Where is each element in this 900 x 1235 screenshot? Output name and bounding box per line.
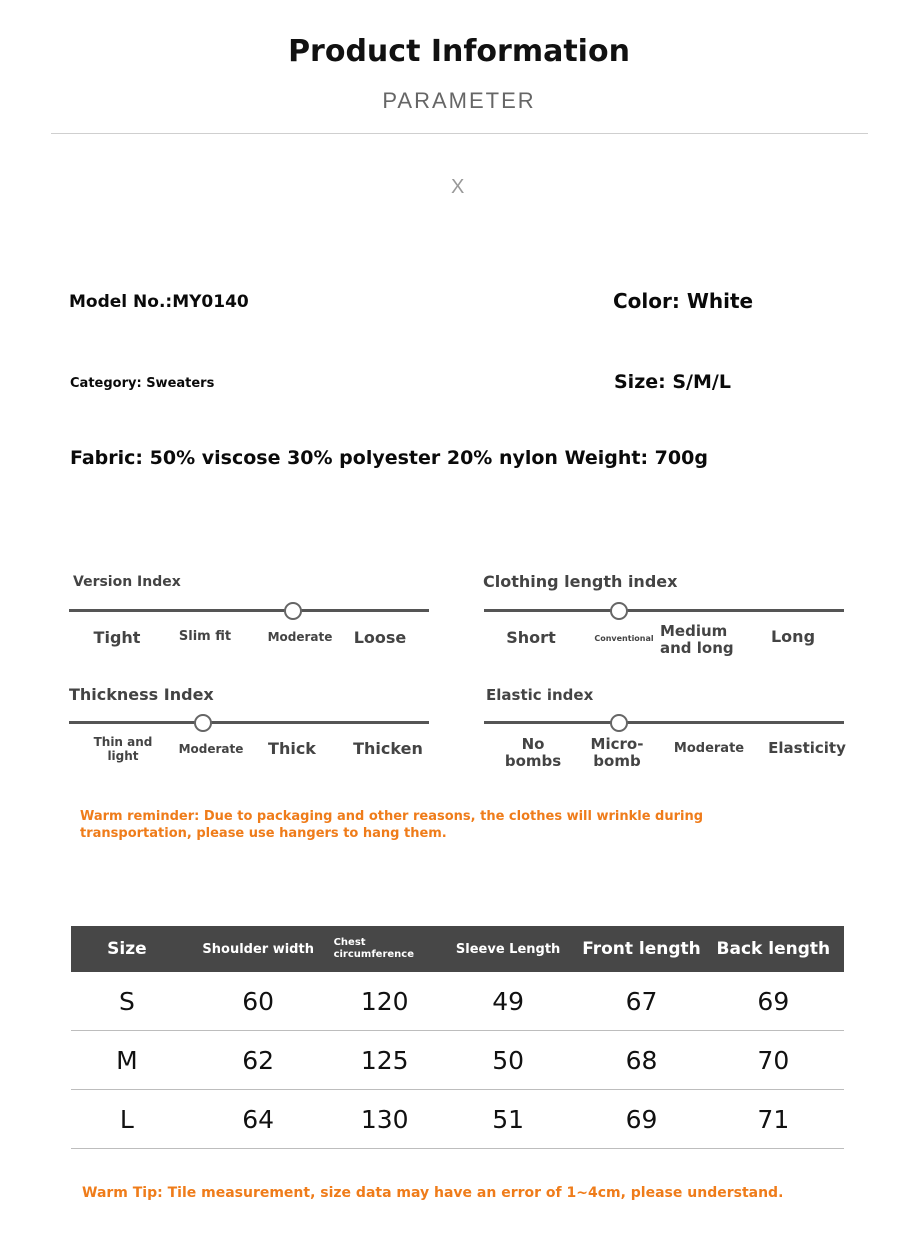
page-title: Product Information bbox=[288, 34, 630, 69]
table-cell: 125 bbox=[334, 1031, 436, 1090]
version-option: Tight bbox=[93, 628, 141, 647]
elastic-index-track bbox=[484, 721, 844, 724]
warm-reminder-line: Warm reminder: Due to packaging and other reasons, the clothes will wrinkle during bbox=[80, 809, 704, 824]
size-table bbox=[71, 926, 844, 1149]
length-option: Long bbox=[770, 627, 816, 646]
version-option: Loose bbox=[353, 628, 407, 647]
length-option: Short bbox=[506, 628, 556, 647]
elastic-option: No bombs bbox=[504, 735, 562, 771]
length-option: Medium and long bbox=[660, 622, 734, 658]
table-cell: 49 bbox=[436, 972, 580, 1031]
length-index-title: Clothing length index bbox=[483, 572, 678, 591]
size-table-header-cell: Chest circumference bbox=[334, 926, 436, 972]
thickness-index-track bbox=[69, 721, 429, 724]
version-option: Slim fit bbox=[178, 629, 232, 644]
size-table-header-cell: Shoulder width bbox=[183, 926, 334, 972]
size-table-header-cell: Sleeve Length bbox=[436, 926, 580, 972]
thickness-index-title: Thickness Index bbox=[69, 685, 214, 704]
table-cell: 71 bbox=[703, 1090, 844, 1149]
header-divider bbox=[51, 133, 868, 134]
table-cell: 120 bbox=[334, 972, 436, 1031]
elastic-option: Moderate bbox=[673, 741, 745, 756]
elastic-index-title: Elastic index bbox=[486, 686, 594, 704]
size-table-header bbox=[71, 926, 844, 972]
model-number: Model No.:MY0140 bbox=[69, 292, 249, 312]
size-table-header-cell: Front length bbox=[580, 926, 702, 972]
table-cell: S bbox=[71, 972, 183, 1031]
version-index-title: Version Index bbox=[73, 574, 181, 590]
table-cell: 69 bbox=[703, 972, 844, 1031]
length-index-track bbox=[484, 609, 844, 612]
size-table-header-cell: Back length bbox=[703, 926, 844, 972]
version-index-marker bbox=[284, 602, 302, 620]
elastic-index-marker bbox=[610, 714, 628, 732]
table-cell: 69 bbox=[580, 1090, 702, 1149]
warm-reminder bbox=[80, 808, 780, 842]
table-cell: 60 bbox=[183, 972, 334, 1031]
thickness-option: Thicken bbox=[353, 739, 423, 758]
table-cell: 64 bbox=[183, 1090, 334, 1149]
table-cell: 68 bbox=[580, 1031, 702, 1090]
warm-tip: Warm Tip: Tile measurement, size data may have an error of 1~4cm, please understand. bbox=[82, 1185, 784, 1201]
table-cell: L bbox=[71, 1090, 183, 1149]
version-index-track bbox=[69, 609, 429, 612]
color-info: Color: White bbox=[613, 289, 754, 313]
table-cell: 70 bbox=[703, 1031, 844, 1090]
table-cell: M bbox=[71, 1031, 183, 1090]
thickness-option: Thin and light bbox=[93, 735, 153, 763]
close-icon: X bbox=[451, 176, 465, 198]
table-cell: 62 bbox=[183, 1031, 334, 1090]
fabric-info: Fabric: 50% viscose 30% polyester 20% nylon Weight: 700g bbox=[70, 447, 708, 469]
table-row bbox=[71, 972, 844, 1031]
table-cell: 51 bbox=[436, 1090, 580, 1149]
table-row bbox=[71, 1090, 844, 1149]
page-subtitle: PARAMETER bbox=[382, 88, 536, 113]
table-cell: 130 bbox=[334, 1090, 436, 1149]
table-cell: 67 bbox=[580, 972, 702, 1031]
category-info: Category: Sweaters bbox=[70, 376, 215, 391]
thickness-option: Thick bbox=[268, 739, 316, 758]
thickness-index-marker bbox=[194, 714, 212, 732]
table-cell: 50 bbox=[436, 1031, 580, 1090]
version-option: Moderate bbox=[267, 630, 333, 644]
size-table-header-cell: Size bbox=[71, 926, 183, 972]
size-info: Size: S/M/L bbox=[614, 371, 731, 393]
length-option: Conventional bbox=[594, 634, 654, 643]
elastic-option: Elasticity bbox=[768, 739, 846, 757]
warm-reminder-line: transportation, please use hangers to hang them. bbox=[80, 826, 447, 841]
elastic-option: Micro-bomb bbox=[590, 735, 644, 771]
table-row bbox=[71, 1031, 844, 1090]
thickness-option: Moderate bbox=[178, 742, 244, 756]
length-index-marker bbox=[610, 602, 628, 620]
